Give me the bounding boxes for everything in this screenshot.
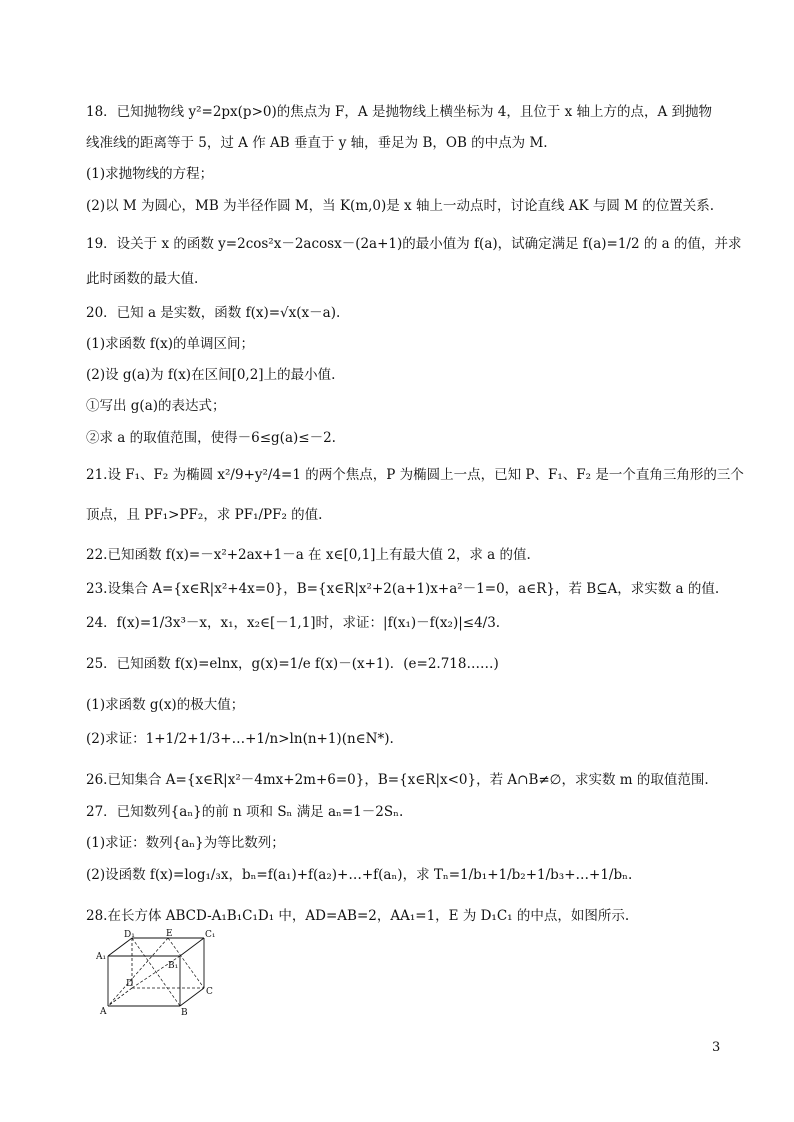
problem-26-line-1: 26.已知集合 A={x∈R|x²－4mx+2m+6=0}，B={x∈R|x<0}，若 A∩B≠∅，求实数 m 的取值范围. [86, 772, 709, 788]
problem-22-line-1: 22.已知函数 f(x)=－x²+2ax+1－a 在 x∈[0,1]上有最大值 2，求 a 的值. [86, 547, 531, 563]
problem-21-line-2: 顶点，且 PF₁>PF₂，求 PF₁/PF₂ 的值. [86, 507, 323, 523]
label-c1: C₁ [205, 930, 216, 940]
problem-19-line-1: 19．设关于 x 的函数 y=2cos²x－2acosx－(2a+1)的最小值为 f(a)，试确定满足 f(a)=1/2 的 a 的值，并求 [86, 236, 742, 252]
problem-18-line-1: 18．已知抛物线 y²=2px(p>0)的焦点为 F，A 是抛物线上横坐标为 4，且位于 x 轴上方的点，A 到抛物 [86, 104, 713, 120]
label-b1: B₁ [168, 961, 179, 971]
problem-25-part-2: (2)求证：1+1/2+1/3+…+1/n>ln(n+1)(n∈N*). [86, 731, 394, 747]
problem-20-sub-1: ①写出 g(a)的表达式； [86, 398, 226, 414]
label-e: E [166, 929, 173, 939]
problem-28-line-1: 28.在长方体 ABCD-A₁B₁C₁D₁ 中，AD=AB=2，AA₁=1，E 为 D₁C₁ 的中点，如图所示. [86, 908, 630, 924]
page-number: 3 [712, 1040, 721, 1055]
problem-23-line-1: 23.设集合 A={x∈R|x²+4x=0}，B={x∈R|x²+2(a+1)x+a²－1=0，a∈R}，若 B⊆A，求实数 a 的值. [86, 581, 720, 597]
problem-24-line-1: 24．f(x)=1/3x³－x，x₁，x₂∈[－1,1]时，求证：|f(x₁)－f(x₂)|≤4/3. [86, 615, 501, 631]
problem-20-sub-2: ②求 a 的取值范围，使得－6≤g(a)≤－2. [86, 430, 336, 446]
problem-25-part-1: (1)求函数 g(x)的极大值； [86, 697, 245, 713]
cuboid-figure [96, 928, 220, 1020]
label-a1: A₁ [96, 952, 107, 962]
label-c: C [206, 987, 213, 997]
problem-18-part-2: (2)以 M 为圆心，MB 为半径作圆 M，当 K(m,0)是 x 轴上一动点时，讨论直线 AK 与圆 M 的位置关系. [86, 198, 715, 214]
label-b: B [181, 1008, 188, 1018]
problem-20-part-1: (1)求函数 f(x)的单调区间； [86, 336, 255, 352]
problem-21-line-1: 21.设 F₁、F₂ 为椭圆 x²/9+y²/4=1 的两个焦点，P 为椭圆上一点，已知 P、F₁、F₂ 是一个直角三角形的三个 [86, 467, 744, 483]
problem-20-part-2: (2)设 g(a)为 f(x)在区间[0,2]上的最小值. [86, 367, 336, 383]
problem-25-line-1: 25．已知函数 f(x)=elnx，g(x)=1/e f(x)－(x+1)．(e=2.718……) [86, 656, 499, 672]
problem-19-line-2: 此时函数的最大值. [86, 271, 199, 287]
problem-27-part-2: (2)设函数 f(x)=log₁/₃x，bₙ=f(a₁)+f(a₂)+…+f(aₙ)，求 Tₙ=1/b₁+1/b₂+1/b₃+…+1/bₙ. [86, 867, 633, 883]
label-d: D [126, 979, 134, 989]
problem-27-part-1: (1)求证：数列{aₙ}为等比数列； [86, 835, 285, 851]
label-a: A [100, 1007, 107, 1017]
problem-20-line-1: 20．已知 a 是实数，函数 f(x)=√x(x－a). [86, 305, 341, 321]
problem-18-part-1: (1)求抛物线的方程； [86, 166, 214, 182]
problem-18-line-2: 线准线的距离等于 5，过 A 作 AB 垂直于 y 轴，垂足为 B，OB 的中点为 M. [86, 135, 548, 151]
label-d1: D₁ [124, 930, 135, 940]
problem-27-line-1: 27．已知数列{aₙ}的前 n 项和 Sₙ 满足 aₙ=1－2Sₙ. [86, 804, 404, 820]
